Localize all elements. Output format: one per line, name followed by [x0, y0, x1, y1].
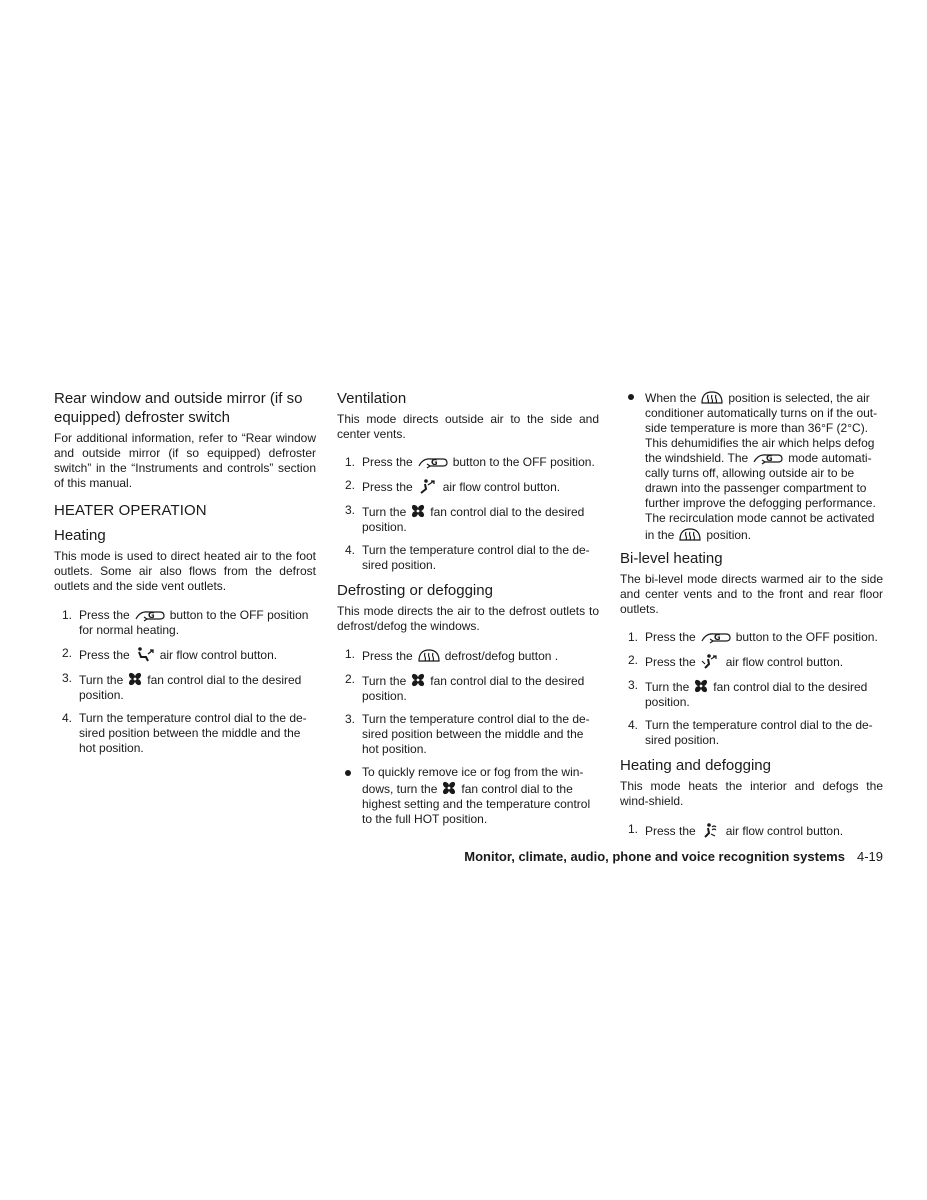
- svg-text:G: G: [147, 611, 155, 620]
- column-middle: [337, 389, 599, 835]
- list-item: 3. Turn the fan control dial to the desired position.: [62, 671, 302, 702]
- list-item: 4. Turn the temperature control dial to the de-sired position.: [345, 543, 590, 572]
- list-item: When the position is selected, the air conditioner automatically turns on if the out-side temperature is more than 36°F (2°C). This dehumidifies the air which helps defog the windshield. The G mode automati-cally turns off, allowing outside air to be drawn into the passenger compartment to further improve the defogging performance. The recirculation mode cannot be activated in the position.: [620, 389, 883, 543]
- heating-steps: [54, 608, 316, 756]
- defrosting-tips: [337, 765, 599, 827]
- bilevel-airflow-icon: [700, 653, 722, 669]
- heater-operation-heading: HEATER OPERATION: [54, 502, 207, 519]
- list-item: 1. Press the defrost/defog button .: [345, 647, 559, 663]
- list-item: 1. Press the air flow control button.: [628, 822, 844, 838]
- list-item: 3. Turn the fan control dial to the desired position.: [628, 678, 868, 709]
- fan-icon: [410, 672, 426, 688]
- bilevel-heading: Bi-level heating: [620, 550, 723, 567]
- heating-defogging-heading: Heating and defogging: [620, 757, 771, 774]
- defrosting-steps: [337, 647, 599, 757]
- fan-icon: [127, 671, 143, 687]
- defrost-notes: [620, 389, 883, 543]
- page-number: 4-19: [856, 849, 883, 864]
- page-footer: [330, 848, 883, 866]
- ventilation-heading: Ventilation: [337, 390, 407, 407]
- svg-text:G: G: [430, 458, 438, 467]
- list-item: 4. Turn the temperature control dial to the de-sired position.: [628, 718, 873, 747]
- list-item: 2. Press the air flow control button.: [628, 653, 844, 669]
- defog-heat-icon: [700, 822, 722, 838]
- fan-icon: [410, 503, 426, 519]
- column-right: [620, 389, 883, 847]
- svg-text:G: G: [766, 454, 773, 463]
- list-item: 2. Press the air flow control button.: [62, 646, 278, 662]
- bilevel-body: The bi-level mode directs warmed air to the side and center vents and to the front and rear floor outlets.: [620, 572, 883, 616]
- defrosting-body: This mode directs the air to the defrost outlets to defrost/defog the windows.: [337, 604, 599, 633]
- recirculation-icon: [700, 630, 732, 644]
- face-airflow-icon: [417, 478, 439, 494]
- list-item: 3. Turn the fan control dial to the desired position.: [345, 503, 585, 534]
- bilevel-steps: [620, 630, 883, 748]
- defrost-icon: [417, 647, 441, 663]
- bullet-dot: [628, 394, 634, 400]
- section-title: Monitor, climate, audio, phone and voice recognition systems: [464, 849, 845, 864]
- defrost-icon: [678, 526, 702, 542]
- rear-defroster-heading: Rear window and outside mirror (if so equipped) defroster switch: [54, 390, 303, 426]
- list-item: 2. Turn the fan control dial to the desired position.: [345, 672, 585, 703]
- heating-defogging-body: This mode heats the interior and defogs the wind-shield.: [620, 779, 883, 808]
- list-item: 1. Press the G button to the OFF position.: [628, 630, 878, 644]
- fan-icon: [693, 678, 709, 694]
- list-item: 3. Turn the temperature control dial to the de-sired position between the middle and the hot position.: [345, 712, 590, 756]
- bullet-dot: [345, 770, 351, 776]
- list-item: 1. Press the G button to the OFF position for normal heating.: [62, 608, 309, 637]
- svg-text:G: G: [713, 633, 721, 642]
- foot-airflow-icon: [134, 646, 156, 662]
- recirculation-icon: [417, 455, 449, 469]
- heating-heading: Heating: [54, 527, 106, 544]
- column-left: [54, 389, 316, 764]
- list-item: To quickly remove ice or fog from the win-dows, turn the fan control dial to the highest setting and the temperature control to the full HOT position.: [337, 765, 599, 827]
- recirculation-icon: [752, 451, 784, 465]
- ventilation-steps: [337, 455, 599, 573]
- defrost-icon: [700, 389, 724, 405]
- list-item: 2. Press the air flow control button.: [345, 478, 561, 494]
- fan-icon: [441, 780, 457, 796]
- heating-defogging-steps: [620, 822, 883, 839]
- list-item: 4. Turn the temperature control dial to the de-sired position between the middle and the hot position.: [62, 711, 307, 755]
- defrosting-heading: Defrosting or defogging: [337, 582, 493, 599]
- ventilation-body: This mode directs outside air to the side and center vents.: [337, 412, 599, 441]
- recirculation-icon: [134, 608, 166, 622]
- list-item: 1. Press the G button to the OFF position.: [345, 455, 595, 469]
- rear-defroster-body: For additional information, refer to “Rear window and outside mirror (if so equipped) defroster switch” in the “Instruments and controls” section of this manual.: [54, 431, 316, 490]
- heating-body: This mode is used to direct heated air to the foot outlets. Some air also flows from the defrost outlets and the side vent outlets.: [54, 549, 316, 593]
